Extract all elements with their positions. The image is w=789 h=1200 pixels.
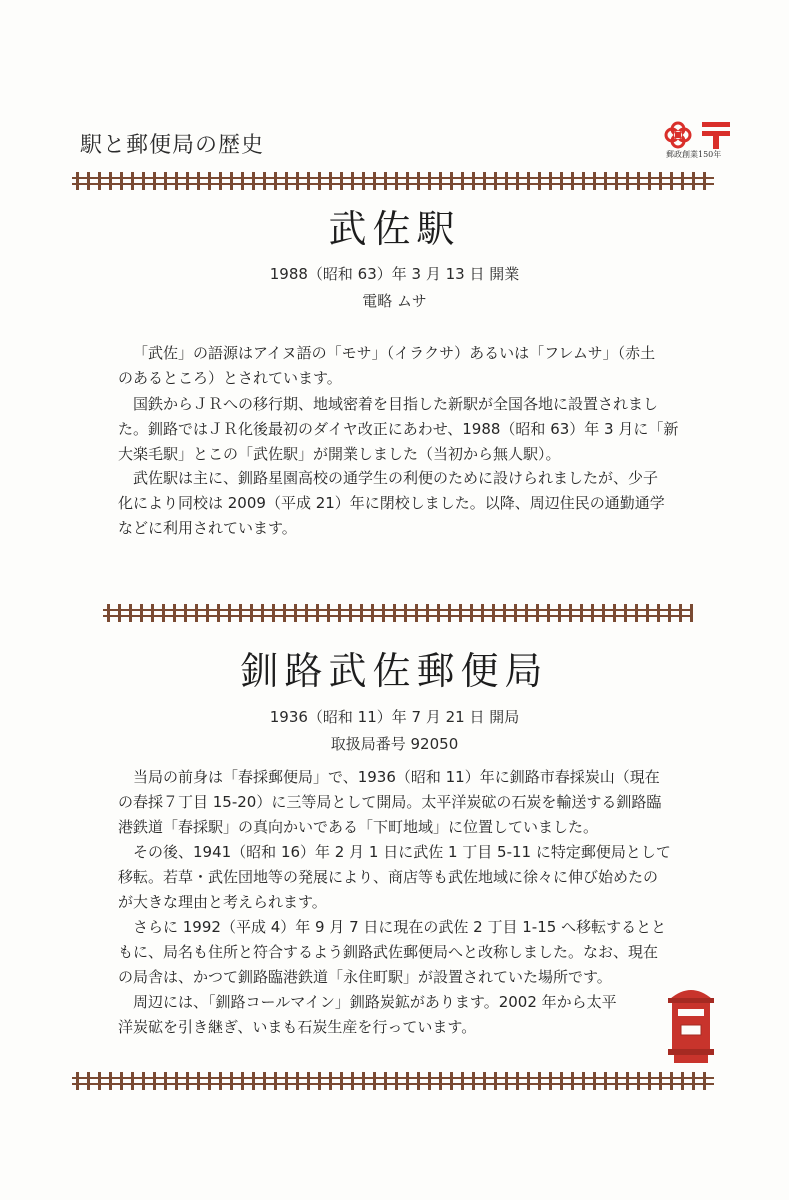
rail-divider-middle <box>103 604 693 622</box>
post-office-paragraph-2: その後、1941（昭和 16）年 2 月 1 日に武佐 1 丁目 5-11 に特定郵便局として 移転。若草・武佐団地等の発展により、商店等も武佐地域に徐々に伸び始めたの が大きな理由と考えられます。 <box>118 843 671 911</box>
station-code: 電略 ムサ <box>362 292 427 310</box>
rail-divider-top <box>72 172 714 190</box>
post-office-paragraph-3: さらに 1992（平成 4）年 9 月 7 日に現在の武佐 2 丁目 1-15 へ移転するとと もに、局名も住所と符合するよう釧路武佐郵便局へと改称しました。なお、現在 の局舎は、かつて釧路臨港鉄道「永住町駅」が設置されていた場所です。 <box>118 918 667 986</box>
post-office-title: 釧路武佐郵便局 <box>240 649 549 693</box>
postbox-icon <box>662 985 720 1065</box>
logo-caption: 郵政創業150年 <box>666 150 722 159</box>
page-header-title: 駅と郵便局の歴史 <box>80 133 265 158</box>
post-office-opened-date: 1936（昭和 11）年 7 月 21 日 開局 <box>269 708 520 726</box>
station-opened-date: 1988（昭和 63）年 3 月 13 日 開業 <box>269 265 520 283</box>
station-paragraph-2: 国鉄からＪＲへの移行期、地域密着を目指した新駅が全国各地に設置されまし た。釧路ではＪＲ化後最初のダイヤ改正にあわせ、1988（昭和 63）年 3 月に「新 大楽毛駅」とこの「武佐駅」が開業しました（当初から無人駅）。 <box>118 395 679 463</box>
post-office-paragraph-1: 当局の前身は「春採郵便局」で、1936（昭和 11）年に釧路市春採炭山（現在 の春採７丁目 15-20）に三等局として開局。太平洋炭砿の石炭を輸送する釧路臨 港鉄道「春採駅」の真向かいである「下町地域」に位置していました。 <box>118 768 662 836</box>
rail-divider-bottom <box>72 1072 714 1090</box>
station-paragraph-1: 「武佐」の語源はアイヌ語の「モサ」（イラクサ）あるいは「フレムサ」（赤土 のあるところ）とされています。 <box>118 344 656 387</box>
post-office-code: 取扱局番号 92050 <box>330 735 459 753</box>
post-office-paragraph-4: 周辺には、「釧路コールマイン」釧路炭鉱があります。2002 年から太平 洋炭砿を引き継ぎ、いまも石炭生産を行っています。 <box>118 993 617 1036</box>
station-title: 武佐駅 <box>328 207 461 251</box>
station-paragraph-3: 武佐駅は主に、釧路星園高校の通学生の利便のために設けられましたが、少子 化により同校は 2009（平成 21）年に閉校しました。以降、周辺住民の通勤通学 などに利用されています。 <box>118 469 665 537</box>
